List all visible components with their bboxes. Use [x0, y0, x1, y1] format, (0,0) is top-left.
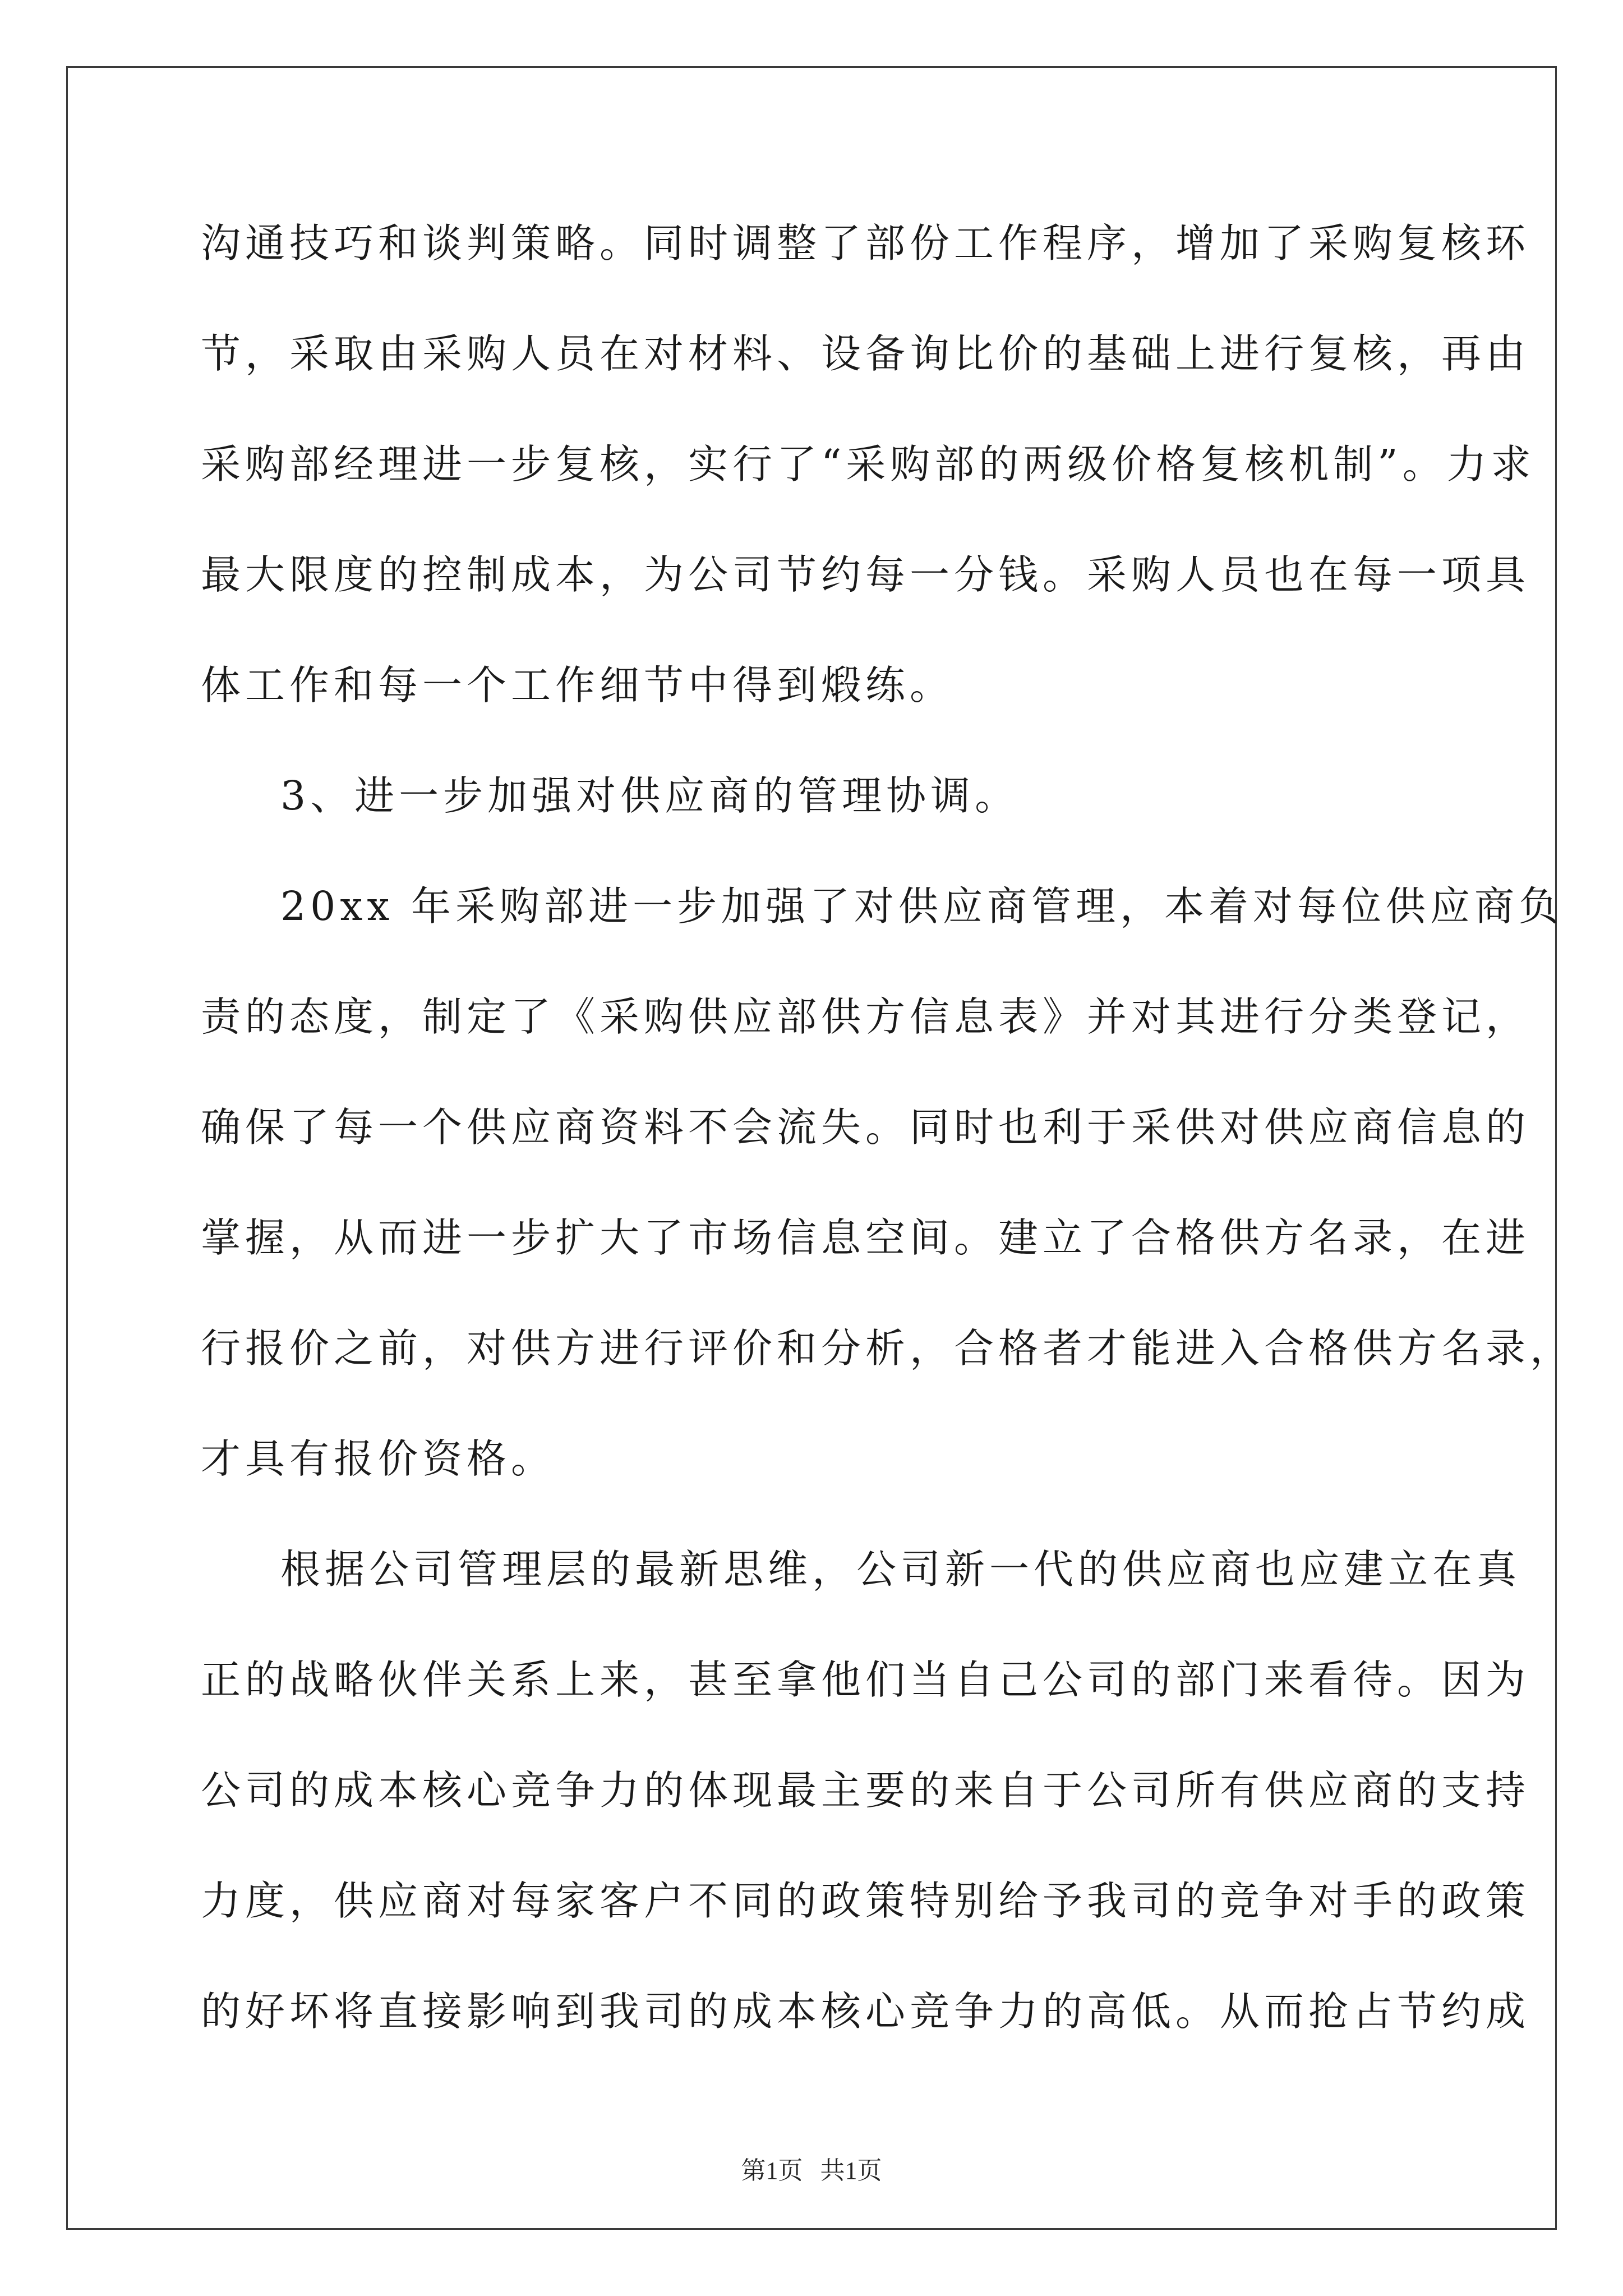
text-line: 确保了每一个供应商资料不会流失。同时也利于采供对供应商信息的 [201, 1104, 1530, 1151]
text-line: 才具有报价资格。 [201, 1435, 556, 1482]
text-line: 沟通技巧和谈判策略。同时调整了部份工作程序，增加了采购复核环 [201, 220, 1530, 266]
text-line: 最大限度的控制成本，为公司节约每一分钱。采购人员也在每一项具 [201, 551, 1530, 598]
section-heading: 3、进一步加强对供应商的管理协调。 [280, 772, 1020, 819]
text-line: 公司的成本核心竞争力的体现最主要的来自于公司所有供应商的支持 [201, 1767, 1530, 1814]
text-line: 力度，供应商对每家客户不同的政策特别给予我司的竞争对手的政策 [201, 1878, 1530, 1924]
document-body [201, 215, 1575, 2094]
text-line: 正的战略伙伴关系上来，甚至拿他们当自己公司的部门来看待。因为 [201, 1657, 1530, 1703]
text-line: 责的态度，制定了《采购供应部供方信息表》并对其进行分类登记， [201, 993, 1530, 1040]
page-footer [0, 2154, 1623, 2188]
text-line: 掌握，从而进一步扩大了市场信息空间。建立了合格供方名录，在进 [201, 1214, 1530, 1261]
page-number: 第1页 [741, 2157, 803, 2184]
page-total: 共1页 [820, 2157, 882, 2184]
text-line: 行报价之前，对供方进行评价和分析，合格者才能进入合格供方名录， [201, 1325, 1575, 1372]
text-line: 节，采取由采购人员在对材料、设备询比价的基础上进行复核，再由 [201, 330, 1530, 377]
text-line: 采购部经理进一步复核，实行了“采购部的两级价格复核机制”。力求 [201, 441, 1536, 487]
text-line: 20xx 年采购部进一步加强了对供应商管理，本着对每位供应商负 [280, 883, 1563, 930]
text-line: 的好坏将直接影响到我司的成本核心竞争力的高低。从而抢占节约成 [201, 1988, 1530, 2035]
text-line: 体工作和每一个工作细节中得到煅练。 [201, 662, 955, 708]
text-line: 根据公司管理层的最新思维，公司新一代的供应商也应建立在真 [280, 1546, 1521, 1593]
